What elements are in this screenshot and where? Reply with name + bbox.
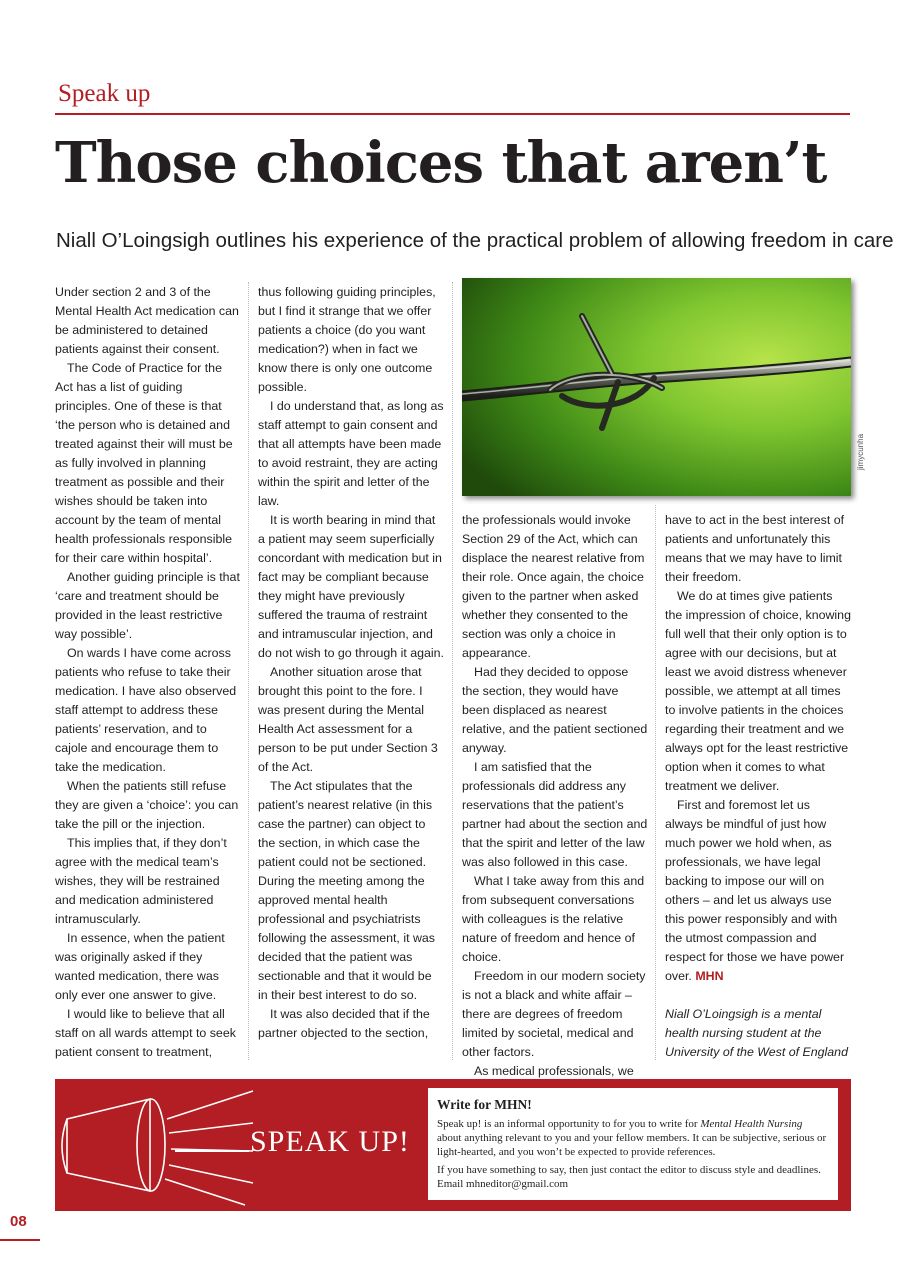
paragraph: It was also decided that if the partner objected to the section, — [258, 1007, 430, 1040]
megaphone-line — [175, 1150, 249, 1152]
paragraph: the professionals would invoke Section 29 of the Act, which can displace the nearest relative from their role. Once again, the choice given to the partner when asked whether they consented to the section was only a choice in appearance. — [462, 513, 645, 660]
header-rule — [55, 113, 850, 115]
paragraph: I am satisfied that the professionals did address any reservations that the patient’s partner had about the section and that the spirit and letter of the law was also followed in this case. — [462, 760, 648, 869]
column-divider — [248, 282, 249, 1060]
text-column-4 — [665, 511, 851, 1062]
footer-rule — [0, 1239, 40, 1241]
paragraph: This implies that, if they don’t agree with the medical team’s wishes, they will be restrained and medication administered intramuscularly. — [55, 836, 227, 926]
paragraph: thus following guiding principles, but I find it strange that we offer patients a choice (do you want medication?) when in fact we know there is only one outcome possible. — [258, 285, 436, 394]
paragraph: Freedom in our modern society is not a black and white affair – there are degrees of freedom limited by societal, medical and other factors. — [462, 969, 646, 1059]
paragraph: Another situation arose that brought this point to the fore. I was present during the Mental Health Act assessment for a person to be put under Section 3 of the Act. — [258, 665, 438, 774]
write-text: Speak up! is an informal opportunity to for you to write for — [437, 1118, 701, 1130]
column-divider — [655, 505, 656, 1060]
barbed-wire-illustration — [462, 278, 851, 496]
paragraph — [665, 796, 851, 986]
write-paragraph-1 — [437, 1117, 829, 1159]
write-for-mhn-body — [437, 1117, 829, 1195]
text-column-3 — [462, 511, 648, 1081]
speak-up-label: SPEAK UP! — [250, 1125, 410, 1158]
write-paragraph-2: If you have something to say, then just contact the editor to discuss style and deadlines. Email mhneditor@gmail.com — [437, 1164, 821, 1190]
paragraph: Under section 2 and 3 of the Mental Health Act medication can be administered to detained patients against their consent. — [55, 285, 239, 356]
paragraph: We do at times give patients the impression of choice, knowing full well that their only option is to agree with our decisions, but at least we avoid distress whenever possible, we attempt at all times to involve patients in the choices regarding their treatment and we always opt for the least restrictive option when it comes to what treatment we deliver. — [665, 589, 851, 793]
paragraph: On wards I have come across patients who refuse to take their medication. I have also observed staff attempt to address these patients’ reservation, and to cajole and encourage them to take the medication. — [55, 646, 237, 774]
page-number: 08 — [10, 1213, 27, 1230]
megaphone-icon — [55, 1079, 255, 1211]
headline: Those choices that aren’t — [55, 130, 827, 196]
write-text: about anything relevant to you and your fellow members. It can be subjective, serious or light-hearted, and you won’t be expected to provide references. — [437, 1132, 827, 1158]
paragraph: The Code of Practice for the Act has a list of guiding principles. One of these is that ‘the person who is detained and treated against their will must be as fully involved in planning treatment as possible and their wishes should be taken into account by the team of mental health professionals responsible for their care within hospital’. — [55, 361, 233, 565]
paragraph: have to act in the best interest of patients and unfortunately this means that we may have to limit their freedom. — [665, 513, 845, 584]
paragraph: What I take away from this and from subsequent conversations with colleagues is the relative nature of freedom and hence of choice. — [462, 874, 645, 964]
magazine-name: Mental Health Nursing — [700, 1118, 803, 1130]
author-byline: Niall O’Loingsigh is a mental health nursing student at the University of the West of England — [665, 1007, 848, 1059]
paragraph: The Act stipulates that the patient’s nearest relative (in this case the partner) can object to the section, in which case the patient could not be sectioned. During the meeting among the approved mental health professional and psychiatrists following the assessment, it was decided that the patient was sectionable and that it would be in their best interest to do so. — [258, 779, 435, 1002]
paragraph: As medical professionals, we — [474, 1064, 634, 1078]
photo-credit: jimycunha — [856, 433, 865, 470]
barbed-wire-photo — [462, 278, 851, 496]
paragraph: I do understand that, as long as staff attempt to gain consent and that all attempts have been made to avoid restraint, they are acting within the spirit and letter of the law. — [258, 399, 444, 508]
end-mark: MHN — [695, 969, 724, 983]
paragraph: When the patients still refuse they are given a ‘choice’: you can take the pill or the injection. — [55, 779, 239, 831]
column-divider — [452, 282, 453, 1060]
text-column-1 — [55, 283, 241, 1062]
paragraph: Had they decided to oppose the section, they would have been displaced as nearest relative, and the patient sectioned anyway. — [462, 665, 648, 755]
paragraph: In essence, when the patient was originally asked if they wanted medication, there was only ever one answer to give. — [55, 931, 225, 1002]
paragraph: Another guiding principle is that ‘care and treatment should be provided in the least restrictive way possible’. — [55, 570, 240, 641]
paragraph: It is worth bearing in mind that a patient may seem superficially concordant with medication but in fact may be compliant because they might have previously suffered the trauma of restraint and intramuscular injection, and do not wish to go through it again. — [258, 513, 444, 660]
write-for-mhn-title: Write for MHN! — [437, 1097, 532, 1112]
paragraph: I would like to believe that all staff on all wards attempt to seek patient consent to treatment, — [55, 1007, 236, 1059]
paragraph-text: First and foremost let us always be mindful of just how much power we hold when, as professionals, we have legal backing to impose our will on others – and let us always use this power responsibly and with the utmost compassion and respect for those we have power over. — [665, 798, 845, 983]
standfirst: Niall O’Loingsigh outlines his experience of the practical problem of allowing freedom in care — [56, 229, 894, 252]
text-column-2 — [258, 283, 444, 1043]
section-label: Speak up — [58, 80, 151, 107]
